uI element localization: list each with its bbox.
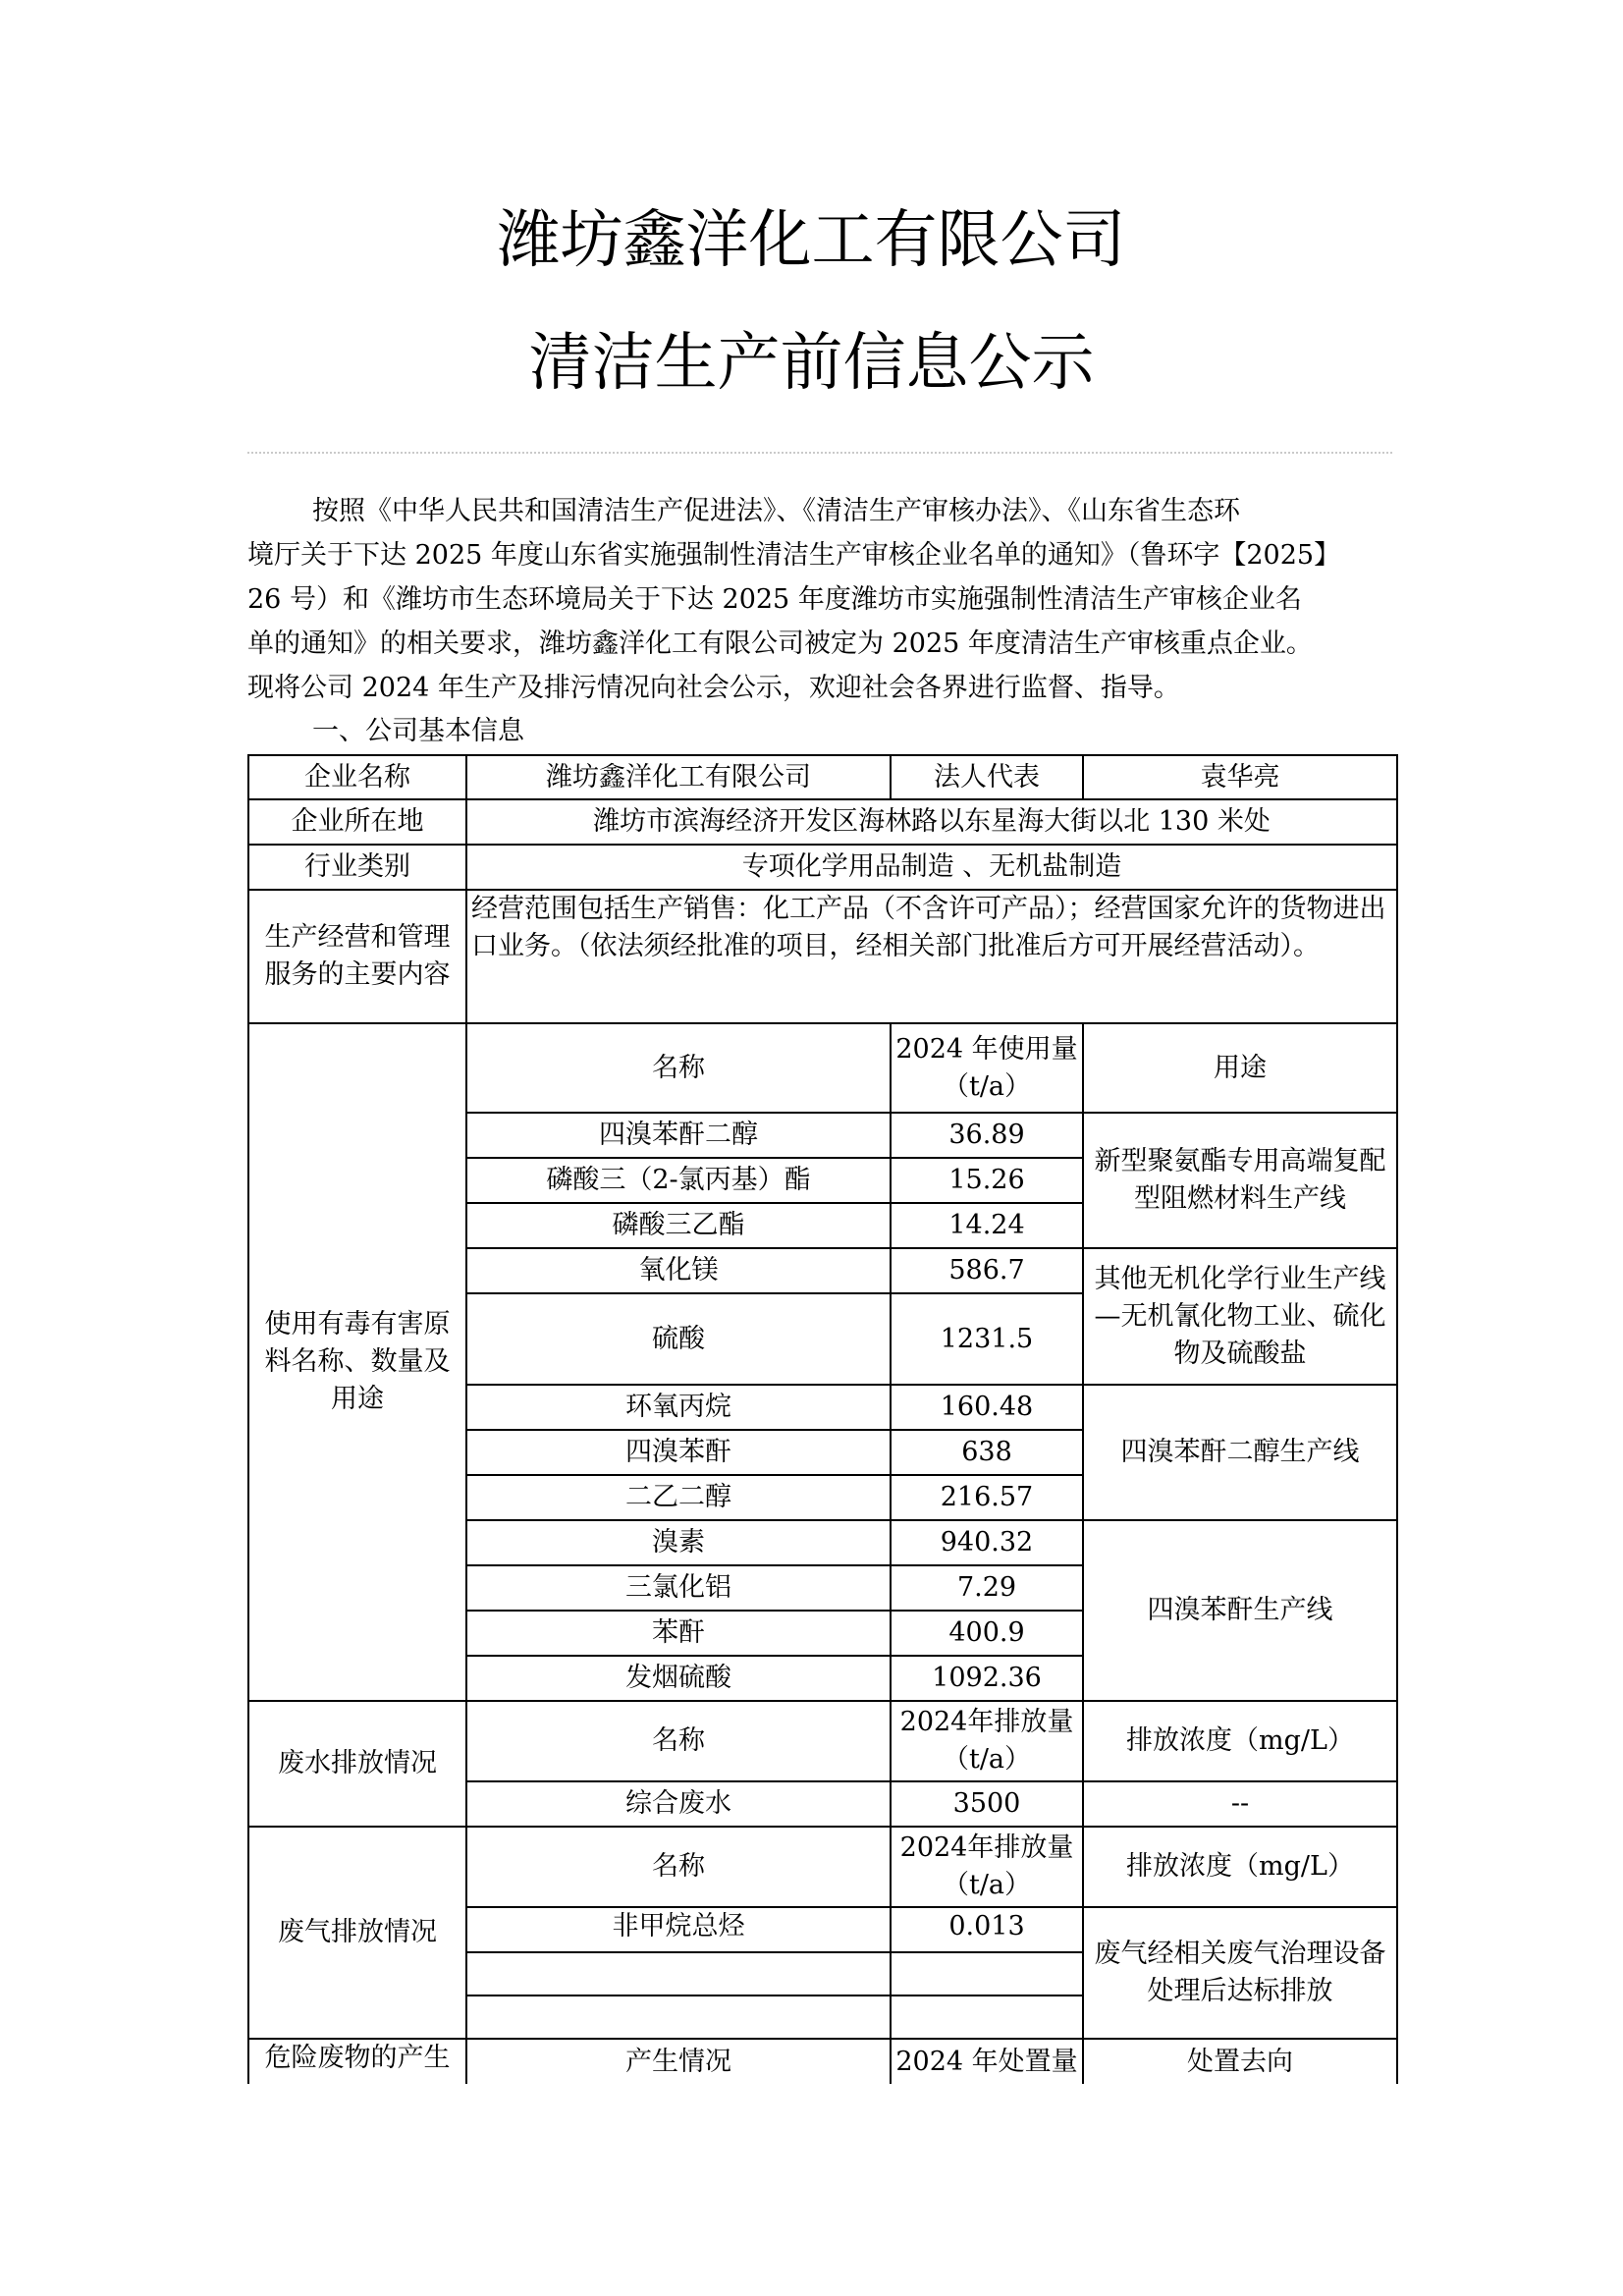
toxic-col-qty: 2024 年使用量（t/a） [891, 1023, 1083, 1113]
wastewater-col-name: 名称 [466, 1701, 891, 1781]
waste-gas-col-qty: 2024年排放量（t/a） [891, 1827, 1083, 1907]
waste-gas-qty: 0.013 [891, 1907, 1083, 1952]
material-qty: 15.26 [891, 1158, 1083, 1203]
business-value: 经营范围包括生产销售：化工产品（不含许可产品）；经营国家允许的货物进出口业务。（依法须经批准的项目，经相关部门批准后方可开展经营活动）。 [466, 890, 1397, 1023]
toxic-materials-label: 使用有毒有害原料名称、数量及用途 [248, 1023, 466, 1701]
waste-gas-col-conc: 排放浓度（mg/L） [1083, 1827, 1397, 1907]
company-name-label: 企业名称 [248, 755, 466, 799]
material-qty: 7.29 [891, 1565, 1083, 1611]
toxic-col-name: 名称 [466, 1023, 891, 1113]
empty-cell [891, 1952, 1083, 1995]
material-name: 磷酸三乙酯 [466, 1203, 891, 1248]
material-use: 其他无机化学行业生产线—无机氰化物工业、硫化物及硫酸盐 [1083, 1248, 1397, 1385]
intro-line: 按照《中华人民共和国清洁生产促进法》、《清洁生产审核办法》、《山东省生态环 [312, 496, 1240, 526]
material-name: 氧化镁 [466, 1248, 891, 1293]
legal-rep-value: 袁华亮 [1083, 755, 1397, 799]
material-use: 四溴苯酐二醇生产线 [1083, 1385, 1397, 1520]
empty-cell [466, 1995, 891, 2039]
wastewater-qty: 3500 [891, 1781, 1083, 1827]
material-qty: 400.9 [891, 1611, 1083, 1656]
page-title: 潍坊鑫洋化工有限公司 [497, 204, 1126, 277]
material-name: 苯酐 [466, 1611, 891, 1656]
material-qty: 1231.5 [891, 1293, 1083, 1385]
legal-rep-label: 法人代表 [891, 755, 1083, 799]
intro-line: 境厅关于下达 2025 年度山东省实施强制性清洁生产审核企业名单的通知》（鲁环字【2025】 [247, 540, 1341, 571]
company-name-value: 潍坊鑫洋化工有限公司 [466, 755, 891, 799]
empty-cell [891, 1995, 1083, 2039]
material-qty: 586.7 [891, 1248, 1083, 1293]
material-name: 溴素 [466, 1520, 891, 1565]
wastewater-col-qty: 2024年排放量（t/a） [891, 1701, 1083, 1781]
hazardous-col-qty: 2024 年处置量 [891, 2039, 1083, 2084]
location-label: 企业所在地 [248, 799, 466, 845]
material-name: 四溴苯酐二醇 [466, 1113, 891, 1158]
waste-gas-note: 废气经相关废气治理设备处理后达标排放 [1083, 1907, 1397, 2039]
material-name: 三氯化铝 [466, 1565, 891, 1611]
material-qty: 14.24 [891, 1203, 1083, 1248]
wastewater-col-conc: 排放浓度（mg/L） [1083, 1701, 1397, 1781]
material-name: 发烟硫酸 [466, 1656, 891, 1701]
material-use: 新型聚氨酯专用高端复配型阻燃材料生产线 [1083, 1113, 1397, 1248]
page-subtitle: 清洁生产前信息公示 [528, 327, 1095, 400]
industry-value: 专项化学用品制造 、无机盐制造 [466, 845, 1397, 890]
hazardous-label: 危险废物的产生 [248, 2039, 466, 2084]
material-qty: 36.89 [891, 1113, 1083, 1158]
waste-gas-name: 非甲烷总烃 [466, 1907, 891, 1952]
material-name: 二乙二醇 [466, 1475, 891, 1520]
material-name: 四溴苯酐 [466, 1430, 891, 1475]
industry-label: 行业类别 [248, 845, 466, 890]
material-name: 硫酸 [466, 1293, 891, 1385]
divider [247, 452, 1392, 454]
material-name: 磷酸三（2-氯丙基）酯 [466, 1158, 891, 1203]
location-value: 潍坊市滨海经济开发区海林路以东星海大街以北 130 米处 [466, 799, 1397, 845]
section-heading: 一、公司基本信息 [312, 716, 524, 746]
material-name: 环氧丙烷 [466, 1385, 891, 1430]
intro-line: 26 号）和《潍坊市生态环境局关于下达 2025 年度潍坊市实施强制性清洁生产审核企业名 [247, 584, 1302, 615]
wastewater-name: 综合废水 [466, 1781, 891, 1827]
material-use: 四溴苯酐生产线 [1083, 1520, 1397, 1701]
hazardous-col-status: 产生情况 [466, 2039, 891, 2084]
intro-paragraph [247, 489, 1392, 710]
intro-line: 单的通知》的相关要求，潍坊鑫洋化工有限公司被定为 2025 年度清洁生产审核重点企业。 [247, 629, 1313, 659]
material-qty: 940.32 [891, 1520, 1083, 1565]
hazardous-col-dest: 处置去向 [1083, 2039, 1397, 2084]
wastewater-label: 废水排放情况 [248, 1701, 466, 1827]
company-info-table [247, 754, 1398, 2084]
empty-cell [466, 1952, 891, 1995]
material-qty: 638 [891, 1430, 1083, 1475]
wastewater-conc: -- [1083, 1781, 1397, 1827]
material-qty: 216.57 [891, 1475, 1083, 1520]
waste-gas-label: 废气排放情况 [248, 1827, 466, 2039]
intro-line: 现将公司 2024 年生产及排污情况向社会公示，欢迎社会各界进行监督、指导。 [247, 673, 1180, 703]
business-label: 生产经营和管理服务的主要内容 [248, 890, 466, 1023]
material-qty: 1092.36 [891, 1656, 1083, 1701]
material-qty: 160.48 [891, 1385, 1083, 1430]
waste-gas-col-name: 名称 [466, 1827, 891, 1907]
toxic-col-use: 用途 [1083, 1023, 1397, 1113]
